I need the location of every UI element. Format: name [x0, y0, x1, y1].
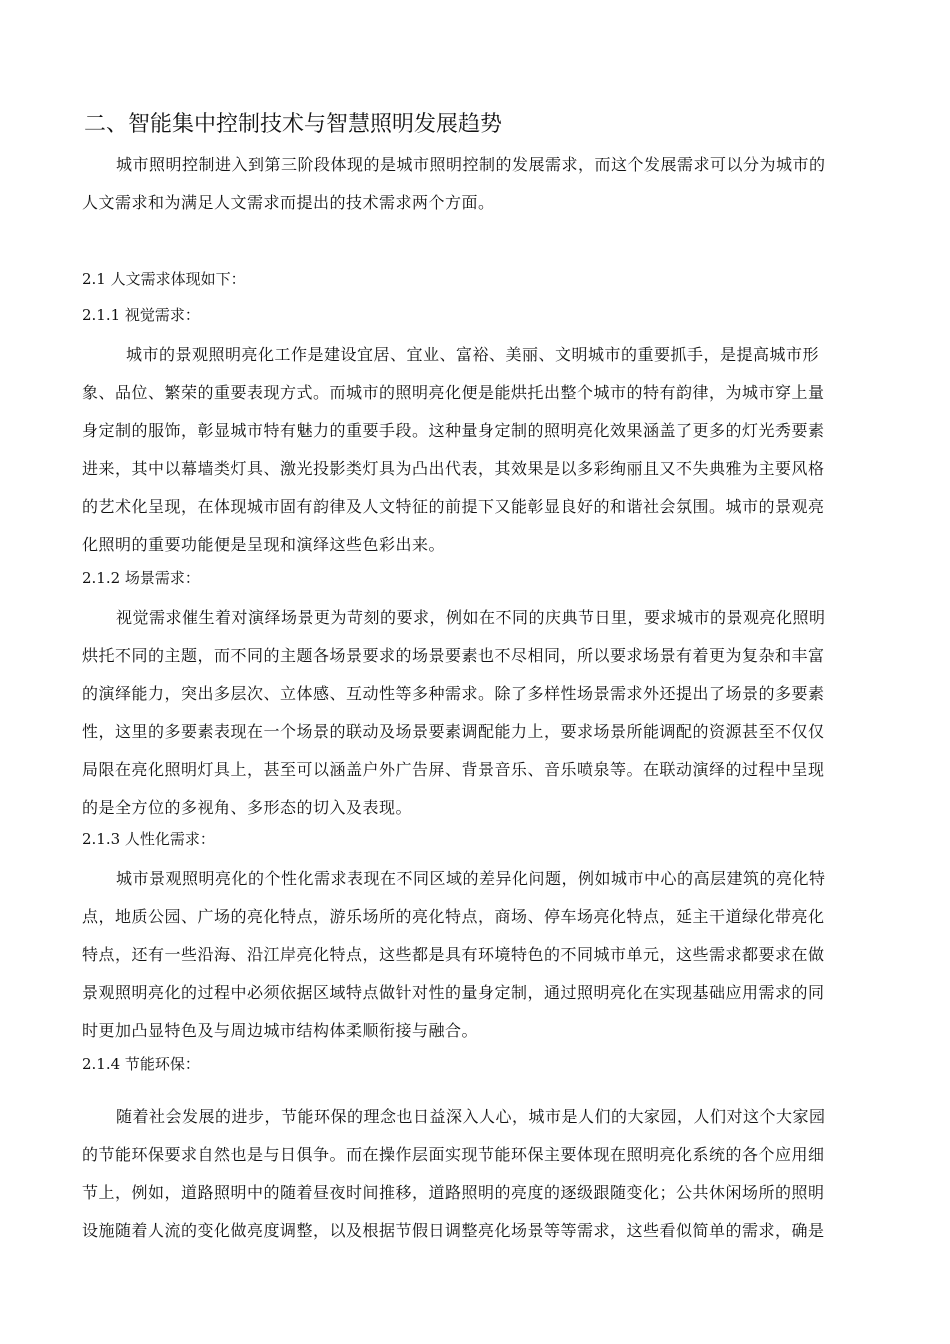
paragraph-line: 点，地质公园、广场的亮化特点，游乐场所的亮化特点，商场、停车场亮化特点，延主干道绿化带亮化	[82, 907, 825, 926]
paragraph-line: 城市景观照明亮化的个性化需求表现在不同区域的差异化问题，例如城市中心的高层建筑的亮化特	[116, 869, 826, 888]
paragraph-line: 人文需求和为满足人文需求而提出的技术需求两个方面。	[82, 193, 495, 212]
subsection-title-2-1-3: 2.1.3 人性化需求：	[82, 830, 215, 848]
subsection-title-2-1: 2.1 人文需求体现如下：	[82, 270, 246, 288]
paragraph-line: 的演绎能力，突出多层次、立体感、互动性等多种需求。除了多样性场景需求外还提出了场景的多要素	[82, 684, 825, 703]
subsection-title-2-1-1: 2.1.1 视觉需求：	[82, 306, 200, 324]
paragraph-line: 设施随着人流的变化做亮度调整，以及根据节假日调整亮化场景等等需求，这些看似简单的需求，确是	[82, 1221, 825, 1240]
paragraph-line: 烘托不同的主题，而不同的主题各场景要求的场景要素也不尽相同，所以要求场景有着更为复杂和丰富	[82, 646, 825, 665]
section-heading: 二、智能集中控制技术与智慧照明发展趋势	[84, 112, 503, 137]
paragraph-line: 特点，还有一些沿海、沿江岸亮化特点，这些都是具有环境特色的不同城市单元，这些需求都要求在做	[82, 945, 825, 964]
paragraph-line: 节上，例如，道路照明中的随着昼夜时间推移，道路照明的亮度的逐级跟随变化；公共休闲场所的照明	[82, 1183, 825, 1202]
paragraph-line: 局限在亮化照明灯具上，甚至可以涵盖户外广告屏、背景音乐、音乐喷泉等。在联动演绎的过程中呈现	[82, 760, 825, 779]
paragraph-line: 化照明的重要功能便是呈现和演绎这些色彩出来。	[82, 535, 446, 554]
paragraph-line: 象、品位、繁荣的重要表现方式。而城市的照明亮化便是能烘托出整个城市的特有韵律，为城市穿上量	[82, 383, 825, 402]
paragraph-line: 身定制的服饰，彰显城市特有魅力的重要手段。这种量身定制的照明亮化效果涵盖了更多的灯光秀要素	[82, 421, 825, 440]
subsection-title-2-1-4: 2.1.4 节能环保：	[82, 1055, 200, 1073]
intro-paragraph	[82, 146, 858, 222]
humanized-needs-paragraph	[82, 860, 858, 1050]
paragraph-line: 视觉需求催生着对演绎场景更为苛刻的要求，例如在不同的庆典节日里，要求城市的景观亮化照明	[116, 608, 826, 627]
subsection-title-2-1-2: 2.1.2 场景需求：	[82, 569, 200, 587]
paragraph-line: 城市照明控制进入到第三阶段体现的是城市照明控制的发展需求，而这个发展需求可以分为城市的	[116, 155, 826, 174]
paragraph-line: 随着社会发展的进步，节能环保的理念也日益深入人心，城市是人们的大家园，人们对这个大家园	[116, 1107, 826, 1126]
paragraph-line: 城市的景观照明亮化工作是建设宜居、宜业、富裕、美丽、文明城市的重要抓手，是提高城市形	[126, 345, 820, 364]
scene-needs-paragraph	[82, 599, 858, 827]
energy-saving-paragraph	[82, 1098, 858, 1250]
paragraph-line: 进来，其中以幕墙类灯具、激光投影类灯具为凸出代表，其效果是以多彩绚丽且又不失典雅为主要风格	[82, 459, 825, 478]
paragraph-line: 性，这里的多要素表现在一个场景的联动及场景要素调配能力上，要求场景所能调配的资源甚至不仅仅	[82, 722, 825, 741]
paragraph-line: 的是全方位的多视角、多形态的切入及表现。	[82, 798, 413, 817]
visual-needs-paragraph	[82, 336, 858, 564]
paragraph-line: 景观照明亮化的过程中必须依据区域特点做针对性的量身定制，通过照明亮化在实现基础应用需求的同	[82, 983, 825, 1002]
paragraph-line: 时更加凸显特色及与周边城市结构体柔顺衔接与融合。	[82, 1021, 479, 1040]
paragraph-line: 的艺术化呈现，在体现城市固有韵律及人文特征的前提下又能彰显良好的和谐社会氛围。城市的景观亮	[82, 497, 825, 516]
paragraph-line: 的节能环保要求自然也是与日俱争。而在操作层面实现节能环保主要体现在照明亮化系统的各个应用细	[82, 1145, 825, 1164]
